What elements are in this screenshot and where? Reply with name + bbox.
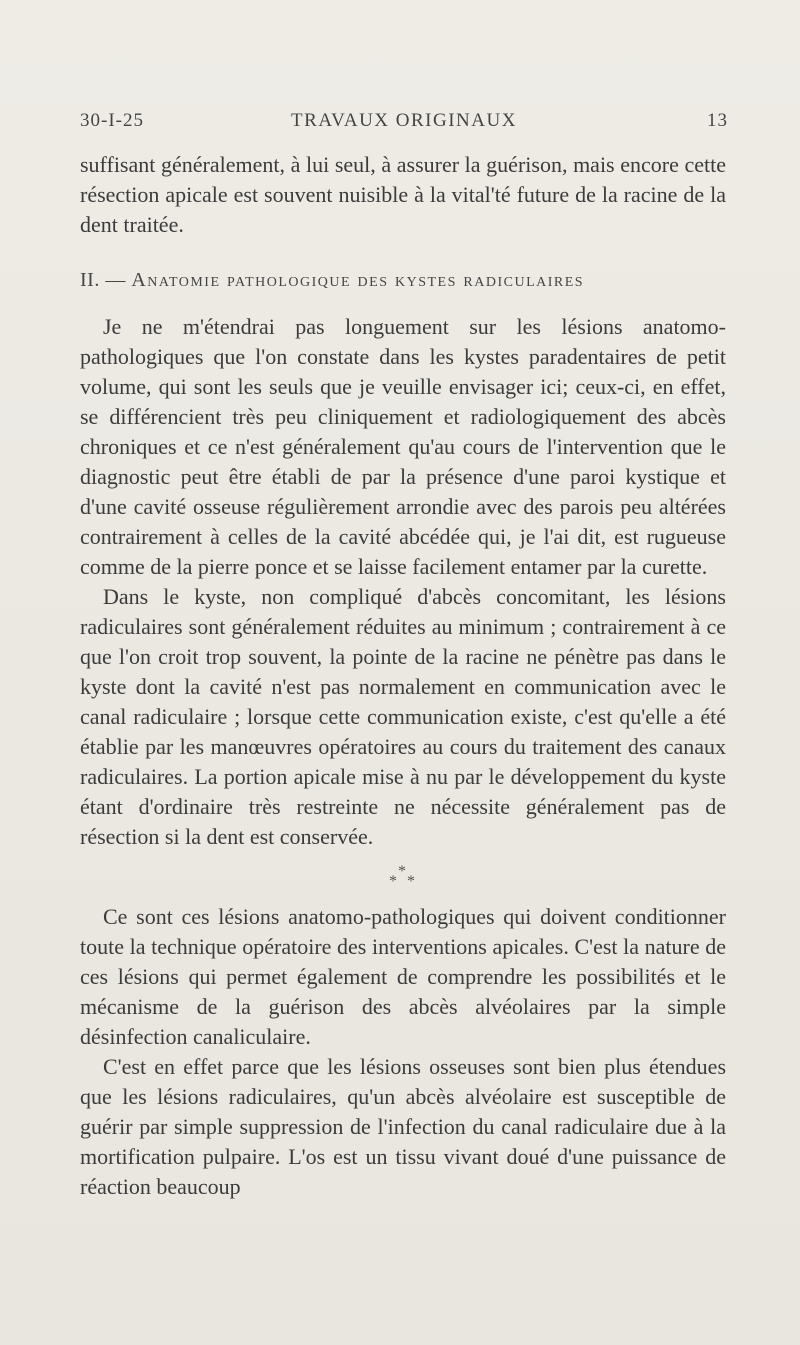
asterism-star: * <box>407 873 415 890</box>
running-header <box>80 110 728 144</box>
page-number: 13 <box>707 110 728 131</box>
asterism-divider <box>80 856 726 900</box>
page-body <box>80 150 726 1202</box>
section-heading <box>80 267 726 293</box>
asterism-star: * <box>389 873 397 890</box>
paragraph: Ce sont ces lésions anatomo-pathologiques qui doivent conditionner toute la technique opératoire des interventions apicales. C'est la nature de ces lésions qui permet également de comprendre les possibilités et le mécanisme de la guérison des abcès alvéolaires par la simple désinfection canaliculaire. <box>80 904 726 1049</box>
section-title: Anatomie pathologique des kystes radiculaires <box>131 269 585 291</box>
asterism-star: * <box>398 863 406 880</box>
paragraph: C'est en effet parce que les lésions osseuses sont bien plus étendues que les lésions radiculaires, qu'un abcès alvéolaire est susceptible de guérir par simple suppression de l'infection du canal radiculaire due à la mortification pulpaire. L'os est un tissu vivant doué d'une puissance de réaction beaucoup <box>80 1054 726 1199</box>
header-date: 30-I-25 <box>80 110 144 131</box>
paragraph: Dans le kyste, non compliqué d'abcès concomitant, les lésions radiculaires sont généralement réduites au minimum ; contrairement à ce que l'on croit trop souvent, la pointe de la racine ne pénètre pas dans le kyste dont la cavité n'est pas normalement en communication avec le canal radiculaire ; lorsque cette communication existe, c'est qu'elle a été établie par les manœuvres opératoires au cours du traitement des canaux radiculaires. La portion apicale mise à nu par le développement du kyste étant d'ordinaire très restreinte ne nécessite généralement pas de résection si la dent est conservée. <box>80 584 726 849</box>
section-number: II. — <box>80 269 126 291</box>
paragraph: Je ne m'étendrai pas longuement sur les lésions anatomo-pathologiques que l'on constate dans les kystes paradentaires de petit volume, qui sont les seuls que je veuille envisager ici; ceux-ci, en effet, se différencient très peu cliniquement et radiologiquement des abcès chroniques et ce n'est généralement qu'au cours de l'intervention que le diagnostic peut être établi de par la présence d'une paroi kystique et d'une cavité osseuse régulièrement arrondie avec des parois peu altérées contrairement à celles de la cavité abcédée qui, je l'ai dit, est rugueuse comme de la pierre ponce et se laisse facilement entamer par la curette. <box>80 314 726 579</box>
continuation-paragraph: suffisant généralement, à lui seul, à assurer la guérison, mais encore cette résection apicale est souvent nuisible à la vital'té future de la racine de la dent traitée. <box>80 152 726 237</box>
header-title: TRAVAUX ORIGINAUX <box>291 110 517 131</box>
